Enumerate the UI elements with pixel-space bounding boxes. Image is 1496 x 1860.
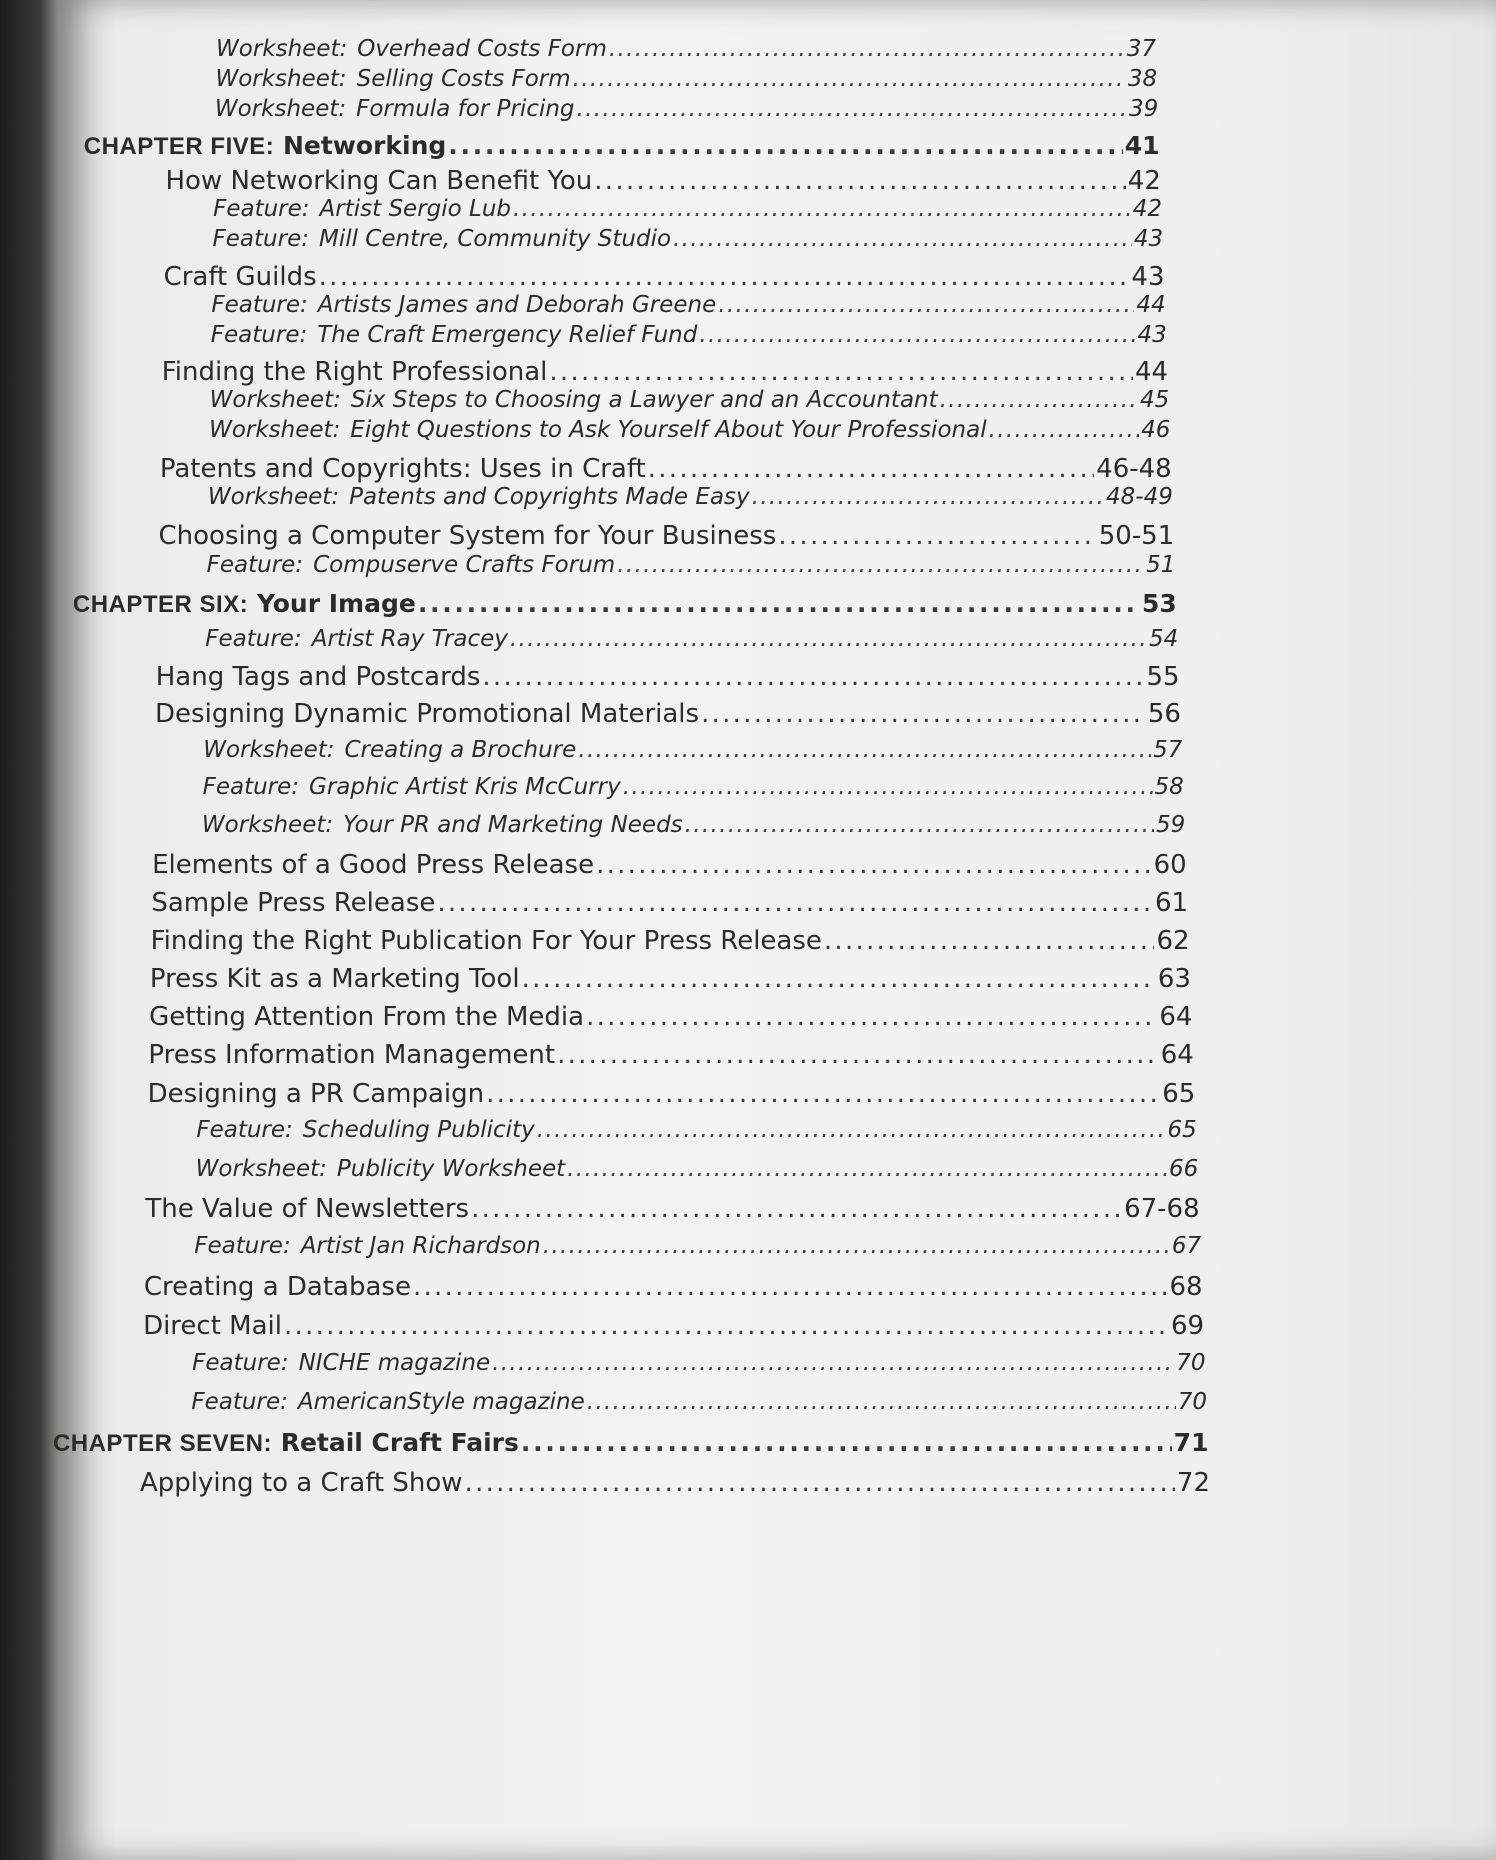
toc-entry (192, 1350, 1205, 1376)
toc-entry (213, 226, 1164, 252)
toc-page-number: 64 (1160, 1040, 1194, 1070)
toc-entry (216, 36, 1156, 62)
toc-entry (155, 699, 1181, 729)
toc-entry-title (211, 322, 698, 348)
toc-entry-title (149, 1002, 584, 1032)
toc-entry-title (148, 1040, 555, 1070)
toc-page-number: 55 (1146, 662, 1180, 692)
toc-page-number: 42 (1127, 166, 1161, 196)
toc-entry (165, 166, 1160, 196)
toc-entry (159, 521, 1175, 551)
toc-entry (144, 1272, 1203, 1302)
toc-entry (205, 626, 1178, 652)
toc-entry (211, 292, 1165, 318)
toc-entry-text: Retail Craft Fairs (280, 1428, 519, 1457)
toc-entry-title (152, 850, 594, 880)
toc-entry-title (144, 1272, 411, 1302)
dot-leader (699, 322, 1135, 348)
toc-entry-kind: Feature: (213, 196, 310, 222)
toc-page-number: 51 (1146, 552, 1176, 578)
toc-page-number: 64 (1159, 1002, 1193, 1032)
toc-entry (210, 387, 1170, 413)
toc-page-number: 70 (1177, 1389, 1207, 1415)
toc-entry (156, 662, 1180, 692)
toc-entry-kind: Feature: (196, 1117, 293, 1143)
toc-entry-text: Your Image (256, 589, 416, 618)
toc-entry-text: Artist Sergio Lub (319, 196, 512, 222)
dot-leader (284, 1311, 1169, 1341)
toc-page-number: 70 (1176, 1350, 1206, 1376)
toc-entry-kind: Feature: (192, 1350, 289, 1376)
toc-page-number: 44 (1136, 292, 1166, 318)
toc-page-number: 57 (1153, 737, 1183, 763)
toc-entry-title (140, 1468, 463, 1498)
toc-entry-text: Finding the Right Professional (161, 357, 548, 387)
toc-entry (203, 774, 1184, 800)
toc-page-number: 62 (1156, 926, 1190, 956)
dot-leader (522, 964, 1156, 994)
toc-entry-title (150, 964, 520, 994)
toc-entry (196, 1117, 1196, 1143)
toc-entry-kind: CHAPTER SIX: (72, 591, 249, 618)
dot-leader (573, 66, 1126, 92)
toc-entry-title (145, 1194, 469, 1224)
toc-entry (140, 1468, 1210, 1498)
toc-entry-title (208, 484, 750, 510)
toc-entry-title (202, 812, 683, 838)
toc-entry (211, 322, 1167, 348)
toc-entry-kind: Worksheet: (203, 737, 335, 763)
toc-entry-text: AmericanStyle magazine (297, 1389, 585, 1415)
dot-leader (824, 926, 1155, 956)
toc-page-number: 68 (1169, 1272, 1203, 1302)
toc-entry (151, 926, 1190, 956)
dot-leader (557, 1040, 1159, 1070)
toc-page-number: 60 (1153, 850, 1187, 880)
toc-entry-title (203, 737, 576, 763)
dot-leader (989, 417, 1139, 443)
toc-entry-title (209, 417, 987, 443)
toc-entry (194, 1233, 1201, 1259)
toc-page-number: 39 (1128, 96, 1159, 122)
toc-entry (196, 1156, 1199, 1182)
toc-entry-title (53, 1428, 519, 1458)
toc-entry (215, 66, 1157, 92)
toc-entry-kind: Feature: (212, 226, 309, 252)
toc-entry-title (151, 888, 435, 918)
toc-entry-title (84, 131, 447, 161)
toc-entry-title (160, 454, 646, 484)
dot-leader (940, 387, 1138, 413)
toc-entry-title (194, 1233, 541, 1259)
toc-page-number: 58 (1154, 774, 1184, 800)
dot-leader (596, 850, 1152, 880)
dot-leader (465, 1468, 1175, 1498)
dot-leader (685, 812, 1154, 838)
toc-entry-text: Graphic Artist Kris McCurry (309, 774, 621, 800)
dot-leader (778, 521, 1096, 551)
toc-entry-kind: Worksheet: (207, 484, 340, 510)
toc-entry-text: Direct Mail (143, 1311, 282, 1341)
toc-entry-text: How Networking Can Benefit You (165, 166, 593, 196)
toc-entry (145, 1194, 1199, 1224)
toc-entry-title (192, 1350, 490, 1376)
dot-leader (648, 454, 1094, 484)
toc-entry-text: NICHE magazine (298, 1350, 491, 1376)
dot-leader (492, 1350, 1174, 1376)
toc-page-number: 56 (1147, 699, 1181, 729)
dot-leader (623, 774, 1153, 800)
toc-entry-kind: Feature: (211, 292, 308, 318)
toc-page-number: 42 (1132, 196, 1163, 222)
toc-page-number: 45 (1139, 387, 1170, 413)
toc-entry-kind: CHAPTER SEVEN: (52, 1430, 272, 1457)
toc-entry-kind: Feature: (202, 774, 300, 800)
toc-page-number: 50-51 (1098, 521, 1175, 551)
toc-entry-text: Finding the Right Publication For Your Press Release (150, 926, 822, 956)
toc-entry-text: Sample Press Release (151, 888, 436, 918)
dot-leader (673, 226, 1132, 252)
toc-entry-text: Eight Questions to Ask Yourself About Your Professional (350, 417, 987, 443)
dot-leader (448, 131, 1122, 160)
toc-entry-text: Choosing a Computer System for Your Business (158, 521, 777, 551)
toc-entry (162, 357, 1168, 387)
toc-entry (148, 1040, 1193, 1070)
toc-page-number: 67-68 (1124, 1194, 1200, 1224)
dot-leader (549, 357, 1133, 387)
toc-entry-kind: Feature: (206, 552, 304, 578)
toc-entry-text: Formula for Pricing (356, 96, 575, 122)
dot-leader (418, 589, 1140, 618)
toc-entry (73, 589, 1177, 619)
toc-entry-title (213, 196, 511, 222)
toc-entry-text: Artist Jan Richardson (300, 1233, 541, 1259)
toc-entry-kind: Feature: (205, 626, 302, 652)
toc-entry (207, 552, 1176, 578)
toc-entry-text: Patents and Copyrights Made Easy (349, 484, 750, 510)
toc-page-number: 61 (1155, 888, 1189, 918)
toc-page-number: 59 (1155, 812, 1186, 838)
toc-entry-title (205, 626, 508, 652)
toc-entry-title (148, 1079, 485, 1109)
toc-entry-text: Compuserve Crafts Forum (313, 552, 616, 578)
toc-entry-text: Designing a PR Campaign (147, 1079, 485, 1109)
toc-entry-title (196, 1117, 534, 1143)
dot-leader (521, 1428, 1172, 1457)
dot-leader (510, 626, 1147, 652)
toc-page-number: 67 (1171, 1233, 1202, 1259)
toc-entry-text: Press Kit as a Marketing Tool (149, 964, 520, 994)
toc-entry-kind: Worksheet: (216, 36, 348, 62)
toc-page-number: 71 (1173, 1428, 1209, 1457)
toc-entry-title (165, 166, 592, 196)
toc-entry-text: Getting Attention From the Media (149, 1002, 585, 1032)
dot-leader (537, 1117, 1166, 1143)
toc-entry (53, 1428, 1209, 1458)
toc-page-number: 72 (1176, 1468, 1210, 1498)
toc-page-number: 37 (1126, 36, 1156, 62)
toc-entry (150, 964, 1191, 994)
toc-entry-title (216, 36, 607, 62)
toc-entry-text: The Craft Emergency Relief Fund (317, 322, 698, 348)
toc-entry-kind: Feature: (194, 1233, 291, 1259)
dot-leader (594, 166, 1126, 196)
toc-entry-kind: Worksheet: (214, 96, 347, 122)
toc-entry-title (215, 66, 570, 92)
toc-entry-title (191, 1389, 584, 1415)
toc-entry-text: Creating a Database (143, 1272, 411, 1302)
toc-entry (215, 96, 1158, 122)
toc-entry-text: Creating a Brochure (344, 737, 577, 763)
toc-entry-text: Press Information Management (148, 1040, 556, 1070)
toc-entry-text: Networking (282, 131, 447, 160)
toc-entry-title (211, 292, 716, 318)
toc-entry-title (207, 552, 616, 578)
toc-entry (160, 454, 1172, 484)
toc-page-number: 43 (1137, 322, 1167, 348)
toc-entry-title (156, 662, 481, 692)
toc-page-number: 46 (1141, 417, 1171, 443)
dot-leader (567, 1156, 1167, 1182)
toc-entry (191, 1389, 1207, 1415)
toc-entry-title (155, 699, 699, 729)
toc-entry-title (151, 926, 822, 956)
toc-entry-kind: Worksheet: (209, 387, 341, 413)
toc-entry-kind: Feature: (191, 1389, 288, 1415)
toc-entry (213, 196, 1162, 222)
toc-entry (148, 1079, 1196, 1109)
toc-page-number: 66 (1168, 1156, 1199, 1182)
toc-entry-title (162, 357, 548, 387)
toc-page-number: 43 (1131, 262, 1165, 292)
toc-entry (208, 484, 1173, 510)
dot-leader (486, 1079, 1160, 1109)
toc-entry-kind: Worksheet: (195, 1156, 327, 1182)
toc-entry-text: Publicity Worksheet (336, 1156, 566, 1182)
toc-entry-kind: Worksheet: (215, 66, 347, 92)
toc-entry-kind: Feature: (210, 322, 308, 348)
dot-leader (718, 292, 1134, 318)
toc-page-number: 43 (1133, 226, 1164, 252)
toc-entry (149, 1002, 1192, 1032)
dot-leader (513, 196, 1131, 222)
toc-entry-title (215, 96, 575, 122)
toc-entry-title (143, 1311, 282, 1341)
toc-entry (151, 888, 1188, 918)
toc-entry (203, 737, 1182, 763)
toc-entry-text: Hang Tags and Postcards (155, 662, 481, 692)
toc-entry-kind: CHAPTER FIVE: (83, 133, 275, 160)
toc-entry-text: Patents and Copyrights: Uses in Craft (159, 454, 646, 484)
toc-page-number: 54 (1148, 626, 1179, 652)
dot-leader (617, 552, 1144, 578)
dot-leader (752, 484, 1104, 510)
toc-page-number: 53 (1142, 589, 1177, 618)
toc-entry-text: Overhead Costs Form (357, 36, 607, 62)
toc-entry-title (73, 589, 416, 619)
toc-entry-text: Artist Ray Tracey (311, 626, 508, 652)
toc-entry-text: The Value of Newsletters (145, 1194, 470, 1224)
toc-entry-title (213, 226, 671, 252)
toc-entry-title (159, 521, 777, 551)
toc-entry (84, 131, 1160, 161)
toc-entry (164, 262, 1165, 292)
toc-entry-text: Elements of a Good Press Release (152, 850, 595, 880)
dot-leader (543, 1233, 1170, 1259)
toc-entry (202, 812, 1185, 838)
toc-entry-text: Your PR and Marketing Needs (343, 812, 683, 838)
toc-page-number: 44 (1135, 357, 1169, 387)
dot-leader (437, 888, 1153, 918)
toc-entry (209, 417, 1170, 443)
dot-leader (586, 1002, 1157, 1032)
dot-leader (609, 36, 1125, 62)
toc-entry-text: Designing Dynamic Promotional Materials (155, 699, 700, 729)
toc-entry-text: Six Steps to Choosing a Lawyer and an Accountant (350, 387, 938, 413)
toc-entry-text: Craft Guilds (163, 262, 317, 292)
dot-leader (413, 1272, 1168, 1302)
toc-entry-kind: Worksheet: (201, 812, 334, 838)
toc-entry-text: Applying to a Craft Show (140, 1468, 463, 1498)
toc-page-number: 48-49 (1106, 484, 1173, 510)
toc-page-number: 41 (1124, 131, 1160, 160)
toc-entry (152, 850, 1187, 880)
toc-page-number: 65 (1167, 1117, 1197, 1143)
dot-leader (319, 262, 1130, 292)
toc-page-number: 46-48 (1096, 454, 1172, 484)
toc-page-number: 38 (1127, 66, 1158, 92)
dot-leader (578, 737, 1151, 763)
toc-entry-title (203, 774, 621, 800)
toc-page-number: 63 (1157, 964, 1191, 994)
dot-leader (577, 96, 1127, 122)
toc-page-number: 65 (1162, 1079, 1196, 1109)
toc-entry-text: Artists James and Deborah Greene (317, 292, 717, 318)
toc-entry-title (164, 262, 317, 292)
dot-leader (587, 1389, 1176, 1415)
dot-leader (471, 1194, 1122, 1224)
dot-leader (482, 662, 1144, 692)
dot-leader (701, 699, 1146, 729)
toc-entry-text: Scheduling Publicity (302, 1117, 535, 1143)
toc-entry-title (210, 387, 938, 413)
toc-entry-text: Selling Costs Form (356, 66, 571, 92)
toc-entry-kind: Worksheet: (209, 417, 341, 443)
toc-page-number: 69 (1170, 1311, 1205, 1341)
toc-entry-text: Mill Centre, Community Studio (318, 226, 672, 252)
toc-entry (143, 1311, 1204, 1341)
toc-entry-title (196, 1156, 566, 1182)
